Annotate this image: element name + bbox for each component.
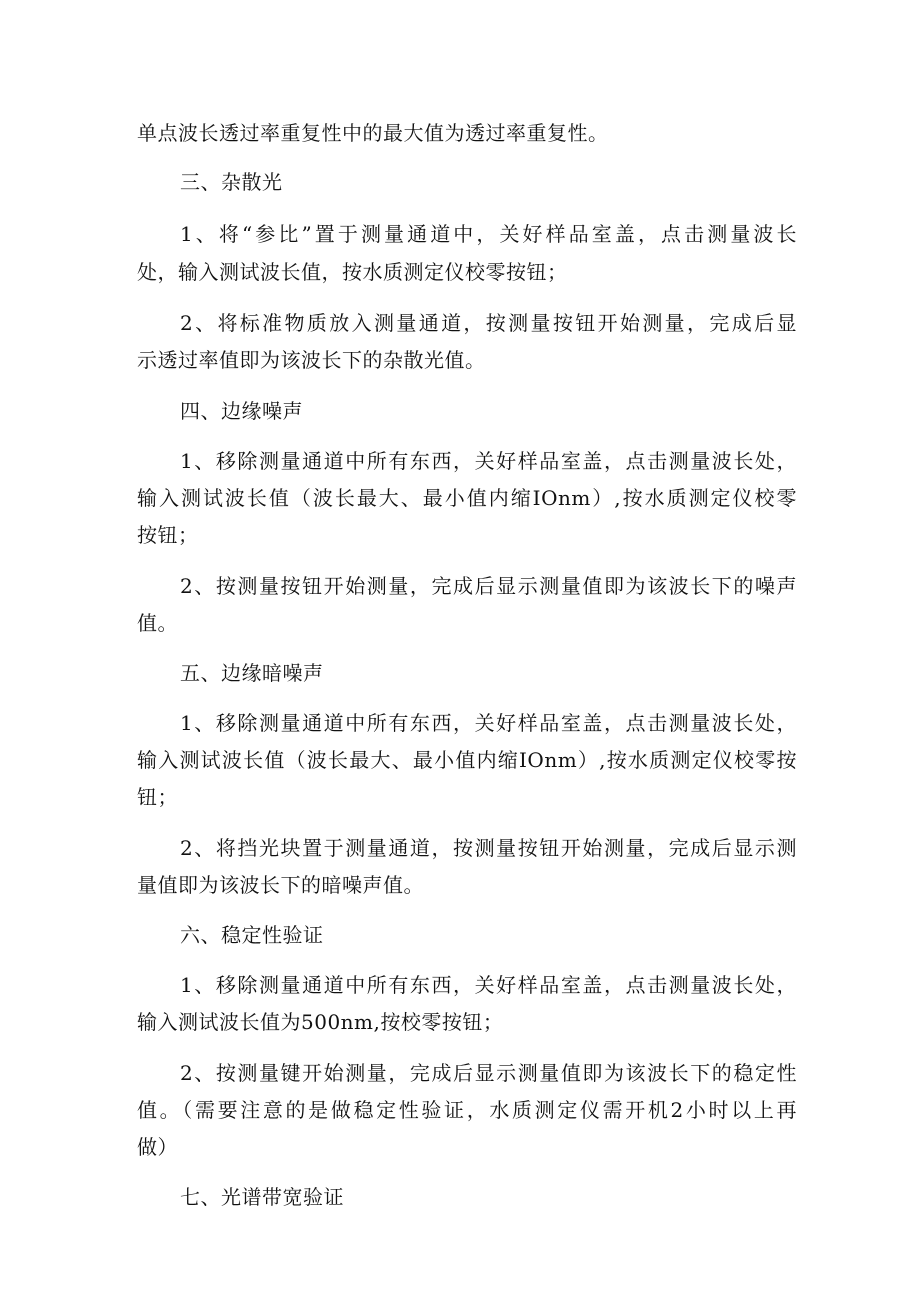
stability-step2-line3: 做）	[137, 1135, 178, 1159]
edge-noise-step1-line1: 1、移除测量通道中所有东西，关好样品室盖，点击测量波长处，	[180, 449, 797, 473]
edge-dark-noise-step2-line1: 2、将挡光块置于测量通道，按测量按钮开始测量，完成后显示测	[180, 836, 797, 860]
intro-paragraph: 单点波长透过率重复性中的最大值为透过率重复性。	[137, 121, 609, 145]
section-heading-edge-noise: 四、边缘噪声	[180, 399, 303, 423]
stability-step2-line1: 2、按测量键开始测量，完成后显示测量值即为该波长下的稳定性	[180, 1061, 797, 1085]
edge-dark-noise-step1-line1: 1、移除测量通道中所有东西，关好样品室盖，点击测量波长处，	[180, 711, 797, 735]
stability-step1-line2: 输入测试波长值为500nm,按校零按钮；	[137, 1010, 504, 1034]
edge-noise-step1-line2: 输入测试波长值（波长最大、最小值内缩IOnm）,按水质测定仪校零	[137, 486, 797, 510]
edge-dark-noise-step1-line2: 输入测试波长值（波长最大、最小值内缩IOnm）,按水质测定仪校零按	[137, 748, 797, 772]
section-heading-stray-light: 三、杂散光	[180, 170, 283, 194]
stability-step2-line2: 值。（需要注意的是做稳定性验证，水质测定仪需开机2小时以上再	[137, 1098, 797, 1122]
section-heading-edge-dark-noise: 五、边缘暗噪声	[180, 661, 324, 685]
section-heading-stability: 六、稳定性验证	[180, 923, 324, 947]
edge-noise-step1-line3: 按钮；	[137, 523, 199, 547]
edge-noise-step2-line1: 2、按测量按钮开始测量，完成后显示测量值即为该波长下的噪声	[180, 574, 797, 598]
stray-light-step1-line1: 1、将“参比”置于测量通道中，关好样品室盖，点击测量波长	[180, 222, 797, 246]
edge-dark-noise-step1-line3: 钮；	[137, 785, 178, 809]
stability-step1-line1: 1、移除测量通道中所有东西，关好样品室盖，点击测量波长处，	[180, 973, 797, 997]
stray-light-step1-line2: 处，输入测试波长值，按水质测定仪校零按钮；	[137, 260, 568, 284]
stray-light-step2-line1: 2、将标准物质放入测量通道，按测量按钮开始测量，完成后显	[180, 311, 797, 335]
edge-dark-noise-step2-line2: 量值即为该波长下的暗噪声值。	[137, 873, 424, 897]
stray-light-step2-line2: 示透过率值即为该波长下的杂散光值。	[137, 348, 486, 372]
edge-noise-step2-line2: 值。	[137, 611, 178, 635]
section-heading-spectral-bandwidth: 七、光谱带宽验证	[180, 1185, 344, 1209]
